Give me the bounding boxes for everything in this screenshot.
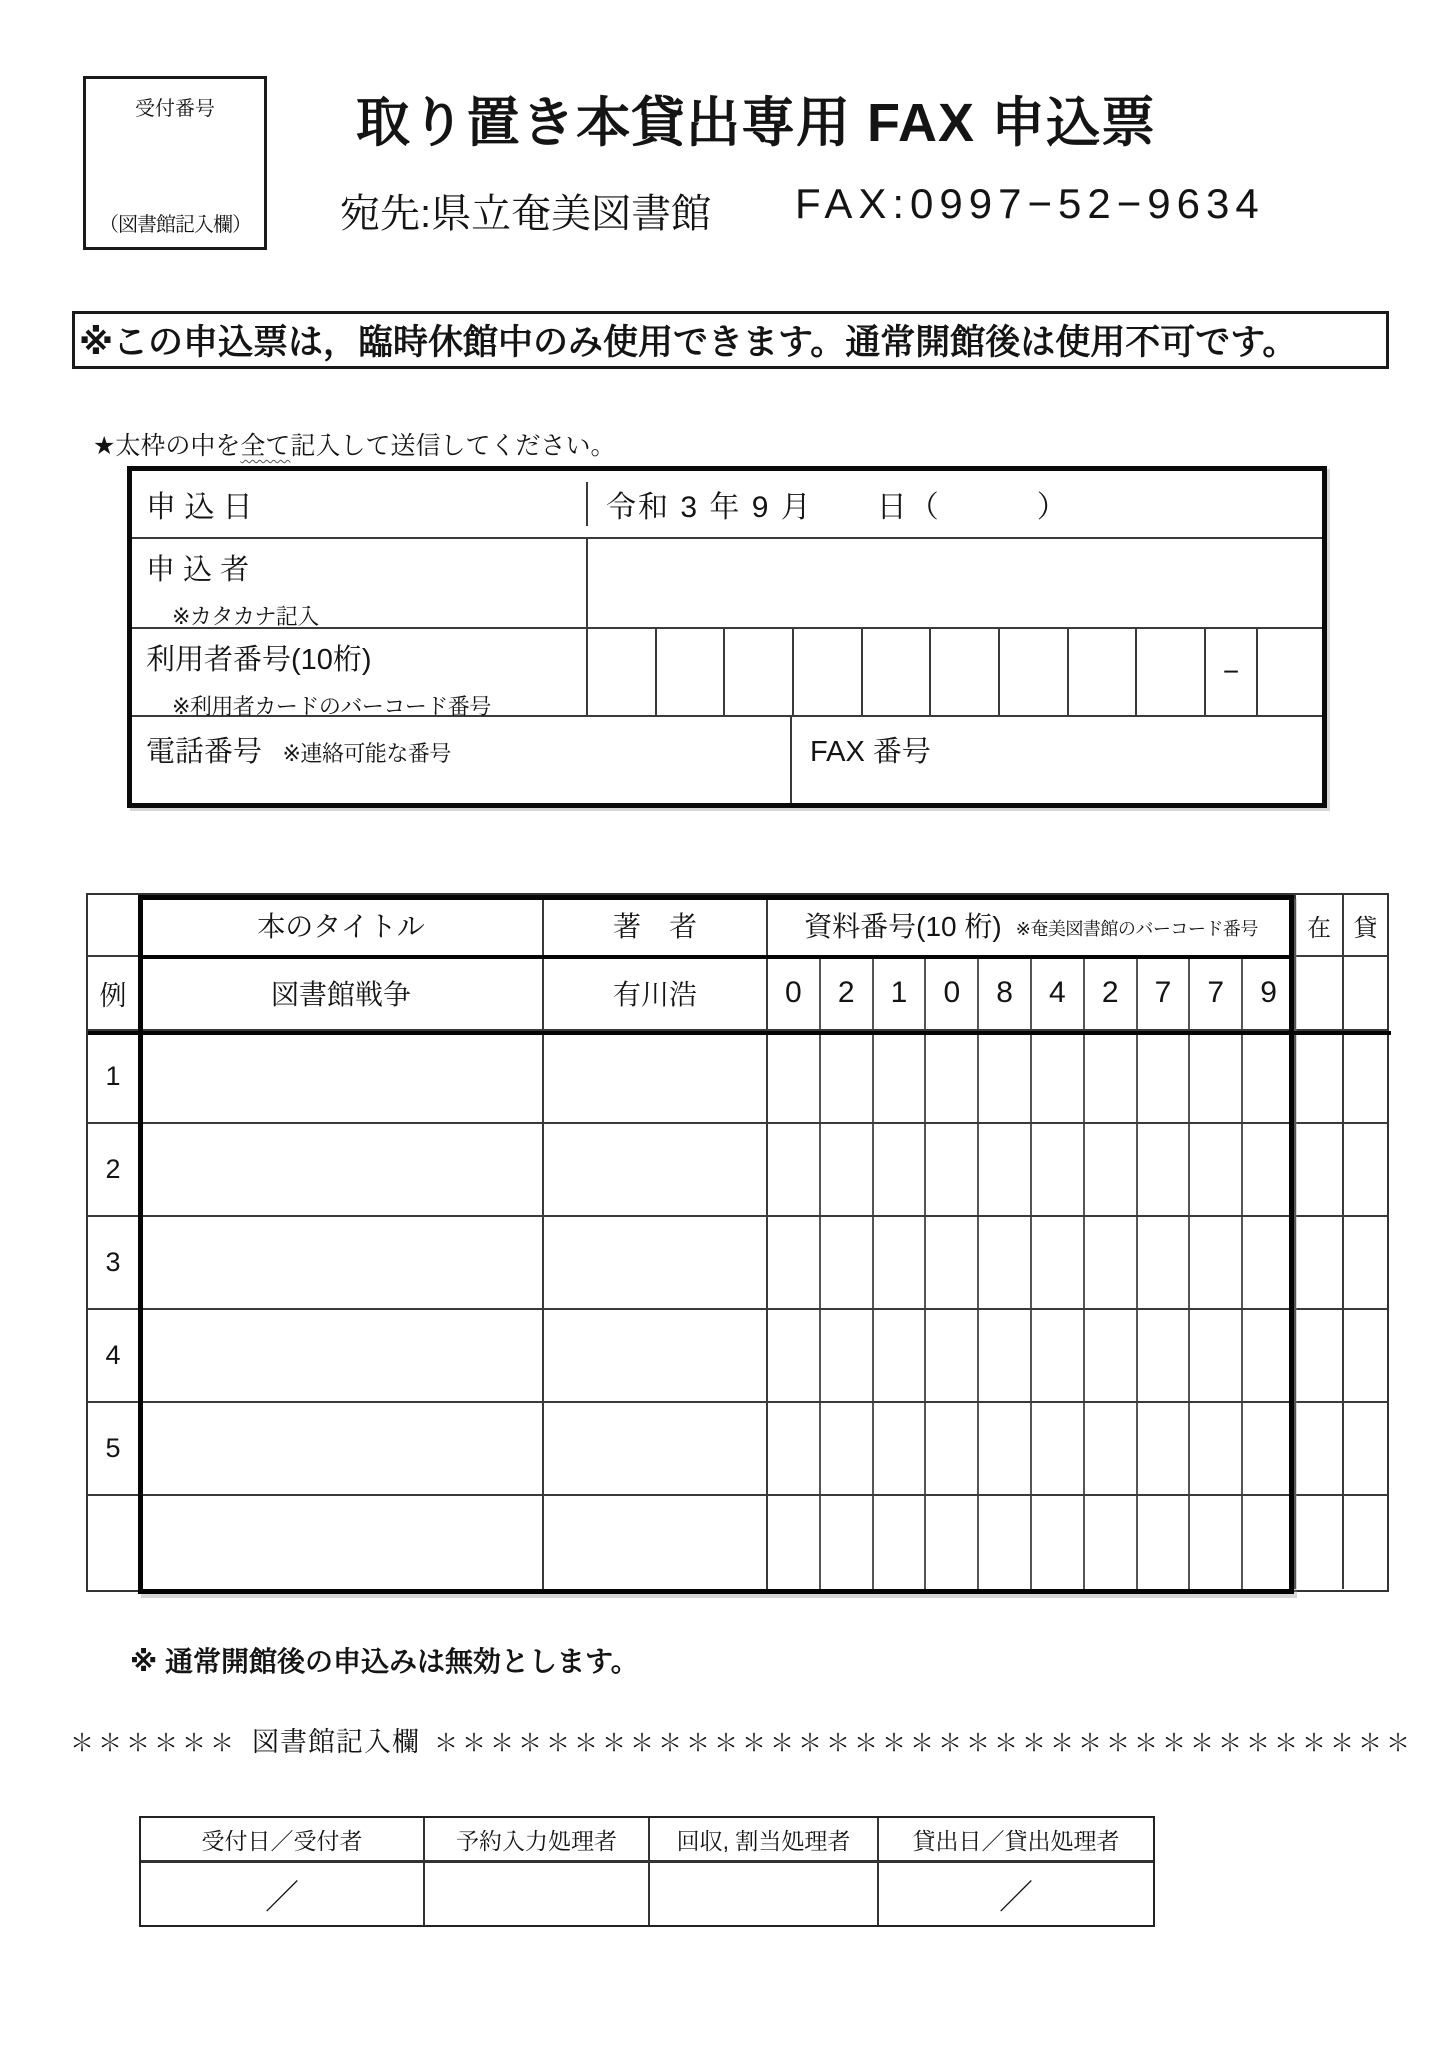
digit-box [1030,1031,1083,1122]
staff-table-values [141,1863,1153,1925]
material-number-cells [766,1496,1294,1589]
applicant-input-area [588,539,1322,627]
form-title: 取り置き本貸出専用 FAX 申込票 [356,93,1157,153]
material-number-note: ※奄美図書館のバーコード番号 [1015,919,1258,939]
lend-cell [1342,1496,1387,1589]
fax-label: FAX 番号 [810,736,931,768]
digit-boxes [768,1310,1294,1401]
digit-box [872,1310,925,1401]
digit-box [929,629,998,715]
lend-cell [1342,1310,1387,1401]
phone-cell [132,717,792,803]
header-title: 本のタイトル [138,895,542,955]
digit-box [977,1124,1030,1215]
row-number: 5 [105,1433,121,1463]
digit-box [924,1031,977,1122]
digit-box [1256,629,1322,715]
digit-box: 2 [1083,957,1136,1029]
digit-boxes [768,1031,1294,1122]
phone-note: ※連絡可能な番号 [282,741,451,766]
digit-box [977,1496,1030,1589]
staff-header-collection: 回収, 割当処理者 [648,1818,877,1860]
user-number-label: 利用者番号(10桁) [146,644,372,676]
digit-box [1083,1124,1136,1215]
digit-box [1241,1217,1294,1308]
author-input-cell [542,1403,766,1494]
digit-box [872,1217,925,1308]
digit-box [1030,1310,1083,1401]
digit-box [819,1403,872,1494]
example-title: 図書館戦争 [138,957,542,1029]
book-row-3 [88,1215,1387,1308]
digit-box: 7 [1188,957,1241,1029]
material-number-cells [766,1217,1294,1308]
digit-box [924,1403,977,1494]
digit-box [768,1124,819,1215]
application-table [127,466,1327,808]
material-number-cells [768,957,1294,1029]
row-user-number [132,627,1322,719]
user-number-cells [588,629,1322,715]
applicant-label-cell [132,539,588,627]
instruction-emphasis: 全て [240,432,291,460]
digit-box [924,1217,977,1308]
fax-cell [792,717,1322,803]
instruction-post: 記入して送信してください。 [290,432,616,460]
digit-box [1241,1124,1294,1215]
digit-box [768,1217,819,1308]
digit-box [1030,1496,1083,1589]
staff-table [139,1816,1155,1927]
digit-box: 2 [819,957,872,1029]
staff-value-reception: ／ [265,1878,299,1917]
row-number: 1 [105,1061,121,1091]
row-phone-fax [132,715,1322,803]
row-number: 2 [105,1154,121,1184]
header-stock: 在 [1294,895,1342,955]
staff-table-header [141,1818,1153,1863]
author-input-cell [542,1310,766,1401]
digit-box: 0 [924,957,977,1029]
applicant-note: ※カタカナ記入 [172,604,319,629]
stock-cell [1294,1031,1342,1122]
book-request-table [86,893,1389,1592]
title-input-cell [138,1031,542,1122]
digit-boxes [768,1217,1294,1308]
row-number: 3 [105,1247,121,1277]
digit-box [924,1496,977,1589]
material-number-label: 資料番号(10 桁) [804,911,1002,942]
digit-box [1136,1310,1189,1401]
title-input-cell [138,1217,542,1308]
user-number-note: ※利用者カードのバーコード番号 [172,694,491,719]
digit-box [1083,1217,1136,1308]
digit-box [1136,1124,1189,1215]
phone-label: 電話番号 [146,736,263,768]
digit-box: 7 [1136,957,1189,1029]
header-material-number [766,895,1294,955]
title-input-cell [138,1310,542,1401]
digit-box [1135,629,1204,715]
digit-boxes [768,1124,1294,1215]
digit-box [819,1217,872,1308]
digit-box [872,1403,925,1494]
title-input-cell [138,1496,542,1589]
library-use-only-label: （図書館記入欄） [99,214,251,236]
row-number: 4 [105,1340,121,1370]
staff-value-reservation [423,1863,648,1925]
staff-value-collection [648,1863,877,1925]
library-use-divider [70,1720,1414,1759]
material-number-cells [766,1124,1294,1215]
footnote: ※ 通常開館後の申込みは無効とします。 [130,1646,639,1677]
staff-header-lending: 貸出日／貸出処理者 [877,1818,1153,1860]
digit-box [872,1031,925,1122]
digit-box [1136,1217,1189,1308]
digit-box [1241,1031,1294,1122]
material-number-cells [766,1031,1294,1122]
example-author: 有川浩 [542,957,766,1029]
stock-cell [1294,1496,1342,1589]
digit-box [819,1031,872,1122]
digit-box [872,1496,925,1589]
digit-box [1136,1403,1189,1494]
author-input-cell [542,1124,766,1215]
material-number-cells [766,1310,1294,1401]
digit-box [872,1124,925,1215]
digit-box [1241,1403,1294,1494]
digit-box [977,1310,1030,1401]
apply-date-label: 申 込 日 [132,482,588,526]
digit-box: 0 [785,976,802,1009]
digit-box [1188,1496,1241,1589]
example-material-number [766,957,1294,1029]
digit-box [1241,1310,1294,1401]
digit-separator: − [1204,629,1256,715]
library-use-label: 図書館記入欄 [252,1727,420,1757]
digit-box [792,629,861,715]
digit-box: 1 [872,957,925,1029]
staff-value-lending: ／ [877,1863,1153,1925]
header-author: 著 者 [542,895,766,955]
book-row-5 [88,1401,1387,1494]
notice-banner [72,311,1389,369]
book-row-2 [88,1122,1387,1215]
book-row-extra [88,1494,1387,1589]
digit-box [861,629,930,715]
fax-number: FAX:0997−52−9634 [795,180,1265,227]
digit-box [1083,1031,1136,1122]
book-row-1 [88,1029,1387,1122]
title-input-cell [138,1124,542,1215]
digit-box [819,1310,872,1401]
example-lend-cell [1342,957,1387,1029]
book-table-header [88,895,1387,955]
digit-boxes [768,1496,1294,1589]
book-row-4 [88,1308,1387,1401]
example-stock-cell [1294,957,1342,1029]
digit-box [1188,1031,1241,1122]
digit-box [924,1124,977,1215]
author-input-cell [542,1496,766,1589]
digit-box: 9 [1241,957,1294,1029]
digit-box [1030,1124,1083,1215]
digit-box [1188,1124,1241,1215]
digit-box: 4 [1030,957,1083,1029]
stock-cell [1294,1310,1342,1401]
title-input-cell [138,1403,542,1494]
reception-number-box [83,76,267,250]
row-applicant [132,537,1322,627]
digit-box [768,1031,819,1122]
digit-box [1083,1403,1136,1494]
lend-cell [1342,1124,1387,1215]
author-input-cell [542,1217,766,1308]
example-row [88,955,1387,1029]
digit-boxes [768,1403,1294,1494]
digit-box [1188,1403,1241,1494]
digit-box [1136,1031,1189,1122]
example-row-label: 例 [99,980,127,1011]
lend-cell [1342,1403,1387,1494]
digit-box [1067,629,1136,715]
digit-box [977,1403,1030,1494]
stars-left: ＊＊＊＊＊＊ [70,1730,238,1757]
digit-box [1083,1496,1136,1589]
digit-box [1188,1217,1241,1308]
digit-box [723,629,792,715]
header-row-label-cell [88,895,138,955]
digit-box [819,1496,872,1589]
user-number-label-cell [132,629,588,719]
digit-box [1241,1496,1294,1589]
recipient-line: 宛先:県立奄美図書館 [340,192,712,236]
header-lend: 貸 [1342,895,1387,955]
stars-right: ＊＊＊＊＊＊＊＊＊＊＊＊＊＊＊＊＊＊＊＊＊＊＊＊＊＊＊＊＊＊＊＊＊＊＊ [434,1730,1414,1757]
digit-box [1188,1310,1241,1401]
stock-cell [1294,1403,1342,1494]
reception-number-label: 受付番号 [135,98,215,120]
digit-box [768,1310,819,1401]
digit-box [588,629,655,715]
digit-box [977,1217,1030,1308]
row-number [88,1496,138,1589]
staff-header-reservation: 予約入力処理者 [423,1818,648,1860]
digit-box [819,1124,872,1215]
staff-header-reception: 受付日／受付者 [201,1827,363,1854]
digit-box [655,629,724,715]
digit-box [768,1403,819,1494]
stock-cell [1294,1217,1342,1308]
material-number-cells [766,1403,1294,1494]
digit-box [924,1310,977,1401]
digit-box [1030,1403,1083,1494]
row-apply-date [132,471,1322,537]
instruction-pre: ★太枠の中を [93,432,241,460]
digit-box [1083,1310,1136,1401]
digit-box [977,1031,1030,1122]
notice-text: ※この申込票は，臨時休館中のみ使用できます。通常開館後は使用不可です。 [79,323,1298,362]
digit-box [1136,1496,1189,1589]
instruction-line [93,426,615,462]
digit-box [1030,1217,1083,1308]
digit-box: 8 [977,957,1030,1029]
apply-date-value: 令和 3 年 9 月 日（ ） [606,491,1069,524]
author-input-cell [542,1031,766,1122]
stock-cell [1294,1124,1342,1215]
digit-box [998,629,1067,715]
applicant-label: 申 込 者 [146,554,250,586]
digit-box [768,1496,819,1589]
lend-cell [1342,1031,1387,1122]
lend-cell [1342,1217,1387,1308]
